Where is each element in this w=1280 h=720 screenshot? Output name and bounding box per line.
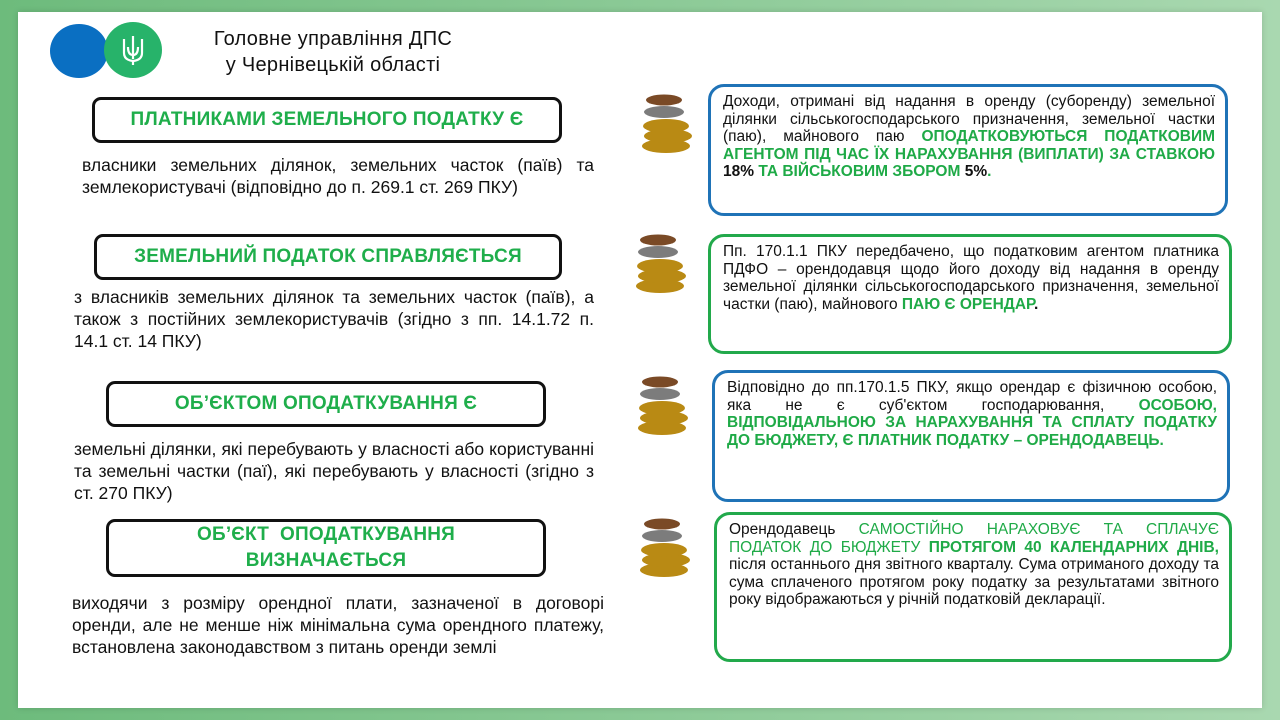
card-income-rate1: 18% bbox=[723, 163, 755, 180]
label-payers: ПЛАТНИКАМИ ЗЕМЕЛЬНОГО ПОДАТКУ Є bbox=[92, 97, 562, 143]
label-collected: ЗЕМЕЛЬНИЙ ПОДАТОК СПРАВЛЯЄТЬСЯ bbox=[94, 234, 562, 280]
label-object: ОБ’ЄКТОМ ОПОДАТКУВАННЯ Є bbox=[106, 381, 546, 427]
card-self-payment-text2: після останнього дня звітного кварталу. Сума отриманого доходу та сума сплаченого протягом року податку за результатами звітного року відображаються у річній податковій декларації. bbox=[729, 556, 1219, 608]
green-checkmark-icon bbox=[38, 520, 92, 574]
text-object-determined: виходячи з розміру орендної плати, зазначеної в договорі оренди, але не менше ніж мінімальна сума орендного платежу, встановлена законодавством з питань оренди землі bbox=[72, 593, 604, 657]
card-responsible-person bbox=[712, 370, 1230, 502]
trident-emblem-icon bbox=[104, 22, 162, 78]
coin-stack-icon bbox=[630, 222, 702, 296]
card-self-payment-text1: Орендодавець bbox=[729, 521, 859, 538]
card-tax-agent-highlight: ПАЮ Є ОРЕНДАР bbox=[901, 295, 1035, 313]
card-income-end: . bbox=[987, 163, 992, 180]
text-payers: власники земельних ділянок, земельних часток (паїв) та землекористувачі (відповідно до п. 269.1 ст. 269 ПКУ) bbox=[82, 155, 594, 197]
card-self-payment-highlight: САМОСТІЙНО НАРАХОВУЄ ТА СПЛАЧУЄ ПОДАТОК ДО БЮДЖЕТУ bbox=[729, 521, 1220, 556]
card-income-rate2: 5% bbox=[964, 163, 988, 180]
header-title-line2: у Чернівецькій області bbox=[225, 54, 441, 76]
label-object-determined bbox=[106, 519, 546, 577]
card-tax-agent bbox=[708, 234, 1232, 354]
trident-emblem-icon-svg bbox=[118, 33, 148, 67]
card-responsible-highlight: ОСОБОЮ, ВІДПОВІДАЛЬНОЮ ЗА НАРАХУВАННЯ ТА СПЛАТУ ПОДАТКУ ДО БЮДЖЕТУ, Є ПЛАТНИК ПОДАТКУ – ОРЕНДОДАВЕЦЬ. bbox=[727, 396, 1217, 449]
card-self-payment bbox=[714, 512, 1232, 662]
text-object: земельні ділянки, які перебувають у власності або користуванні та земельні частки (паї), які перебувають у власності (згідно з ст. 270 ПКУ) bbox=[74, 439, 594, 503]
header-title-line1: Головне управління ДПС bbox=[213, 28, 453, 50]
label-object-determined-line1: ОБ’ЄКТ ОПОДАТКУВАННЯ bbox=[196, 524, 456, 545]
card-income-taxation bbox=[708, 84, 1228, 216]
card-income-highlight2: ТА ВІЙСЬКОВИМ ЗБОРОМ bbox=[754, 163, 965, 180]
card-responsible-text: Відповідно до пп.170.1.5 ПКУ, якщо орендар є фізичною особою, яка не є суб'єктом господарювання, bbox=[727, 379, 1217, 414]
card-tax-agent-text: Пп. 170.1.1 ПКУ передбачено, що податковим агентом платника ПДФО – орендодавця щодо його доходу від надання в оренду земельної ділянки сільськогосподарського призначення, земельної частки (паю), майнового bbox=[723, 243, 1219, 313]
card-tax-agent-end: . bbox=[1034, 295, 1039, 313]
card-income-highlight: ОПОДАТКОВУЮТЬСЯ ПОДАТКОВИМ АГЕНТОМ ПІД ЧАС ЇХ НАРАХУВАННЯ (ВИПЛАТИ) ЗА СТАВКОЮ bbox=[723, 128, 1215, 163]
coin-stack-icon bbox=[632, 364, 704, 438]
coin-stack-icon bbox=[634, 506, 706, 580]
label-object-determined-line2: ВИЗНАЧАЄТЬСЯ bbox=[245, 550, 407, 571]
header-title bbox=[168, 26, 498, 78]
green-checkmark-icon bbox=[38, 94, 92, 148]
coin-stack-icon bbox=[636, 82, 708, 156]
logo-blue-circle bbox=[50, 24, 108, 78]
text-collected: з власників земельних ділянок та земельних часток (паїв), а також з постійних землекористувачів (згідно з пп. 14.1.72 п. 14.1 ст. 14 ПКУ) bbox=[74, 287, 594, 351]
green-checkmark-icon bbox=[30, 228, 84, 282]
card-income-text: Доходи, отримані від надання в оренду (суборенду) земельної ділянки сільськогосподарського призначення, земельної частки (паю), майнового паю bbox=[723, 93, 1215, 145]
green-checkmark-icon bbox=[34, 376, 88, 430]
card-self-payment-deadline: ПРОТЯГОМ 40 КАЛЕНДАРНИХ ДНІВ, bbox=[928, 538, 1219, 556]
